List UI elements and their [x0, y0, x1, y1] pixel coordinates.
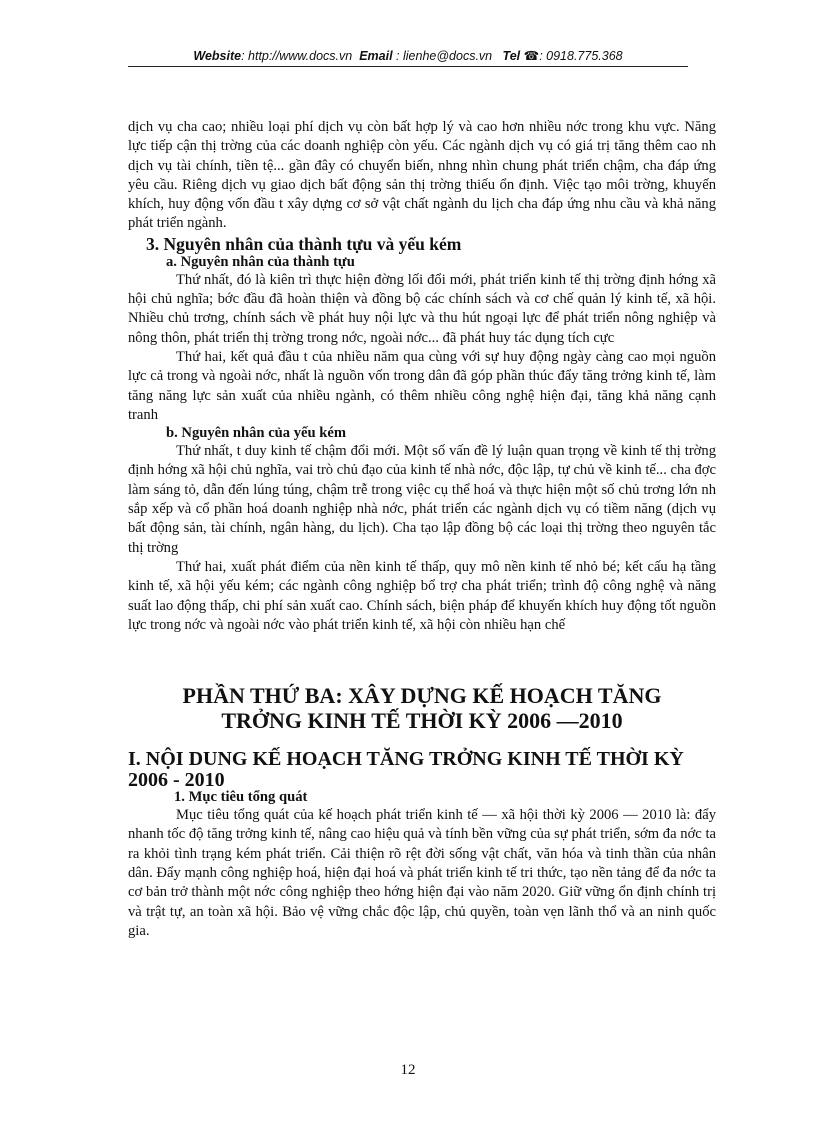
- paragraph-b2: Thứ hai, xuất phát điểm của nền kinh tế thấp, quy mô nền kinh tế nhỏ bé; kết cấu hạ tầng kinh tế, xã hội yếu kém; các ngành công nghiệp bổ trợ cha phát triển; trình độ công nghệ và năng suất lao động thấp, chi phí sản xuất cao. Chính sách, biện pháp để khuyến khích huy động tốt nguồn lực trong nớc và ngoài nớc vào phát triển kinh tế, xã hội còn nhiều hạn chế: [128, 558, 716, 633]
- paragraph-b1: Thứ nhất, t duy kinh tế chậm đổi mới. Một số vấn đề lý luận quan trọng về kinh tế thị trờng định hớng xã hội chủ nghĩa, vai trò chủ đạo của kinh tế nhà nớc, độc lập, tự chủ về kinh tế... cha đợc làm sáng tỏ, dẫn đến lúng túng, chậm trễ trong việc cụ thể hoá và thực hiện một số chủ trơng lớn nh sắp xếp và cổ phần hoá doanh nghiệp nhà nớc, phát triển các ngành dịch vụ có tiềm năng (dịch vụ bất động sản, tài chính, ngân hàng, du lịch). Cha tạo lập đồng bộ các loại thị trờng theo nguyên tắc thị trờng: [128, 443, 716, 556]
- part-title-line-1: PHẦN THỨ BA: XÂY DỰNG KẾ HOẠCH TĂNG: [182, 683, 662, 709]
- paragraph-intro: dịch vụ cha cao; nhiều loại phí dịch vụ còn bất hợp lý và cao hơn nhiều nớc trong khu vực. Năng lực tiếp cận thị trờng của các doanh nghiệp còn yếu. Các ngành dịch vụ có giá trị tăng thêm cao nh dịch vụ tài chính, tiền tệ... gần đây có chuyển biến, nhng nhìn chung phát triển chậm, cha đáp ứng yêu cầu. Riêng dịch vụ giao dịch bất động sản thị trờng thiếu ổn định. Việc tạo môi trờng, khuyến khích, huy động vốn đầu t xây dựng cơ sở vật chất ngành du lịch cha đáp ứng nhu cầu và khả năng phát triển ngành.: [128, 119, 716, 232]
- subsection-b-heading: b. Nguyên nhân của yếu kém: [166, 425, 347, 442]
- part-title-line-2: TRỞNG KINH TẾ THỜI KỲ 2006 —2010: [221, 708, 623, 734]
- website-value[interactable]: : http://www.docs.vn: [241, 49, 353, 63]
- header-divider: [128, 66, 688, 67]
- email-value[interactable]: : lienhe@docs.vn: [396, 49, 493, 63]
- chapter-heading: I. NỘI DUNG KẾ HOẠCH TĂNG TRỞNG KINH TẾ THỜI KỲ 2006 - 2010: [128, 748, 684, 792]
- part-title: [128, 683, 716, 733]
- page-header: [0, 48, 816, 63]
- tel-label: Tel ☎: [502, 49, 540, 63]
- subsection-a-heading: a. Nguyên nhân của thành tựu: [166, 253, 355, 270]
- item-1-heading: 1. Mục tiêu tổng quát: [174, 789, 308, 806]
- section-3-heading: 3. Nguyên nhân của thành tựu và yếu kém: [146, 233, 462, 254]
- paragraph-a1: Thứ nhất, đó là kiên trì thực hiện đờng lối đổi mới, phát triển kinh tế thị trờng định hớng xã hội chủ nghĩa; bớc đầu đã hoàn thiện và đồng bộ các chính sách và cơ chế quản lý kinh tế, xã hội. Nhiều chủ trơng, chính sách về phát huy nội lực và thu hút ngoại lực để phát triển nông nghiệp và nông thôn, phát triển thị trờng trong nớc, ngoài nớc... đã phát huy tác dụng tích cực: [128, 271, 716, 346]
- paragraph-goal: Mục tiêu tổng quát của kế hoạch phát triển kinh tế — xã hội thời kỳ 2006 — 2010 là: đẩy nhanh tốc độ tăng trởng kinh tế, nâng cao hiệu quả và tính bền vững của sự phát triển, sớm đa nớc ta ra khỏi tình trạng kém phát triển. Cải thiện rõ rệt đời sống vật chất, văn hóa và tinh thần của nhân dân. Đẩy mạnh công nghiệp hoá, hiện đại hoá và phát triển kinh tế tri thức, tạo nền tảng để đa nớc ta cơ bản trở thành một nớc công nghiệp theo hớng hiện đại vào năm 2020. Giữ vững ổn định chính trị và trật tự, an toàn xã hội. Bảo vệ vững chắc độc lập, chủ quyền, toàn vẹn lãnh thổ và an ninh quốc gia.: [128, 807, 716, 939]
- paragraph-a2: Thứ hai, kết quả đầu t của nhiều năm qua cùng với sự huy động ngày càng cao mọi nguồn lực cả trong và ngoài nớc, nhất là nguồn vốn trong dân đã góp phần thúc đẩy tăng trởng kinh tế, làm tăng năng lực sản xuất của nhiều ngành, có thêm nhiều công nghệ hiện đại, tăng khả năng cạnh tranh: [128, 348, 716, 423]
- tel-value: : 0918.775.368: [539, 49, 623, 63]
- email-label: Email: [359, 49, 393, 63]
- website-label: Website: [193, 49, 242, 63]
- document-body: [128, 118, 716, 941]
- page-number: 12: [400, 1062, 416, 1078]
